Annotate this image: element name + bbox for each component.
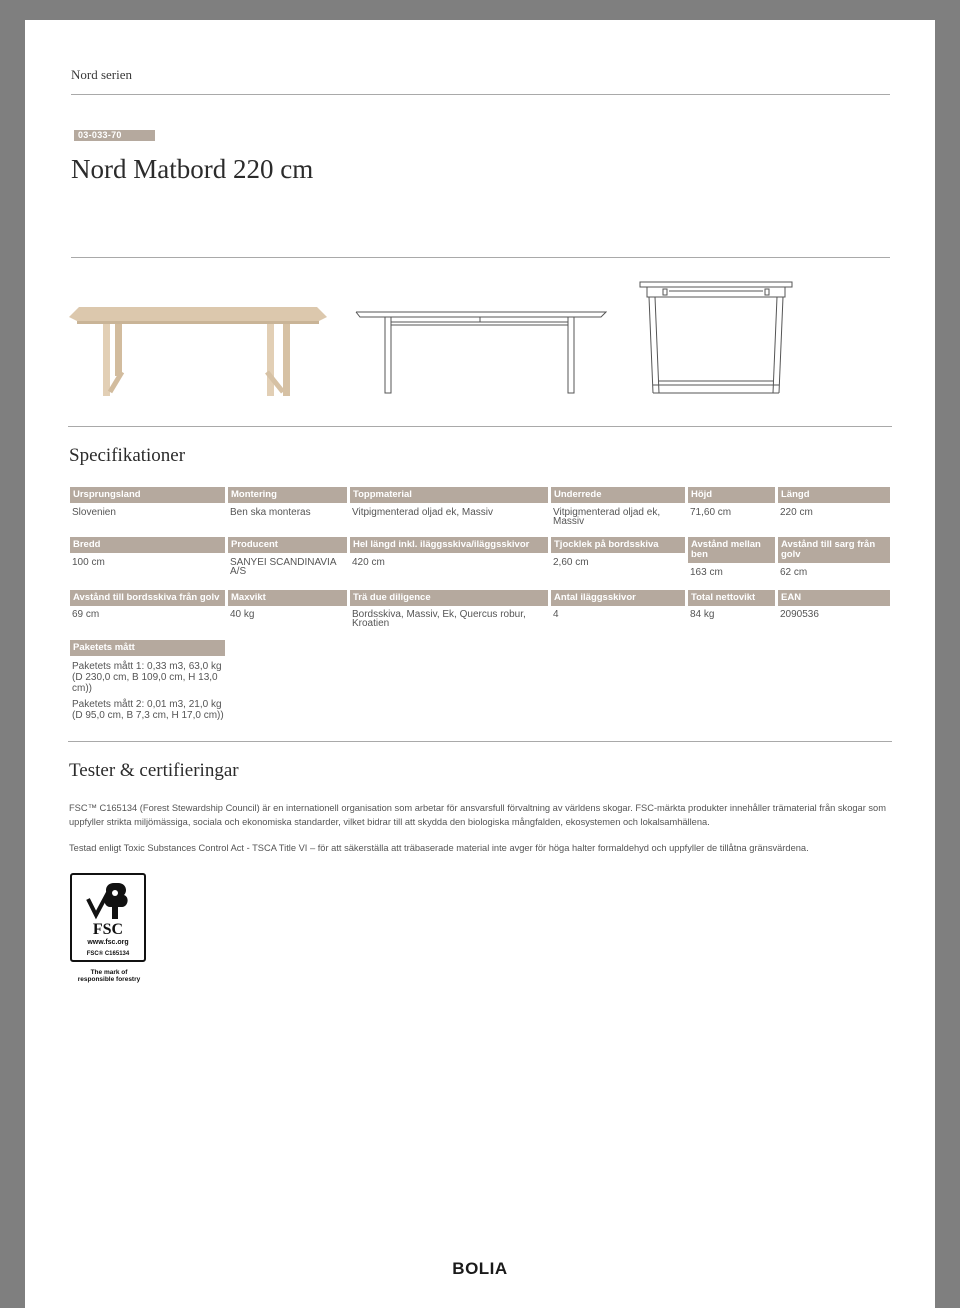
spec-label: Toppmaterial: [350, 487, 548, 503]
spec-sheet-page: [25, 20, 935, 1308]
spec-value: 40 kg: [230, 609, 255, 620]
spec-label: Montering: [228, 487, 347, 503]
table-end-drawing: [639, 281, 793, 395]
spec-label: Trä due diligence: [350, 590, 548, 606]
fsc-logo-code: FSC® C165134: [86, 951, 130, 957]
spec-label: Maxvikt: [228, 590, 347, 606]
spec-label: Antal iläggsskivor: [551, 590, 685, 606]
sku-badge: 03-033-70: [74, 130, 155, 141]
spec-label: Producent: [228, 537, 347, 553]
spec-label: EAN: [778, 590, 890, 606]
spec-label: Längd: [778, 487, 890, 503]
tsca-paragraph: Testad enligt Toxic Substances Control Act - TSCA Title VI – för att säkerställa att träbaserade material inte avger för höga halter formaldehyd och uppfyller de tillåtna gränsvärdena.: [69, 843, 809, 853]
spec-label: Ursprungsland: [70, 487, 225, 503]
tree-check-icon: [82, 879, 134, 923]
fsc-logo-name: FSC: [92, 921, 124, 938]
table-photo: [69, 302, 327, 398]
divider: [68, 741, 892, 742]
spec-label: Tjocklek på bordsskiva: [551, 537, 685, 553]
divider: [68, 426, 892, 427]
fsc-logo: [70, 873, 146, 962]
series-name: Nord serien: [71, 67, 133, 82]
package-line: Paketets mått 2: 0,01 m3, 21,0 kg (D 95,0 cm, B 7,3 cm, H 17,0 cm)): [72, 699, 224, 721]
spec-value: Bordsskiva, Massiv, Ek, Quercus robur, Kroatien: [352, 609, 526, 629]
spec-label: Total nettovikt: [688, 590, 775, 606]
spec-value: Ben ska monteras: [230, 507, 311, 518]
package-line: Paketets mått 1: 0,33 m3, 63,0 kg (D 230,0 cm, B 109,0 cm, H 13,0 cm)): [72, 661, 222, 694]
fsc-paragraph: FSC™ C165134 (Forest Stewardship Council) är en internationell organisation som arbetar för ansvarsfull förvaltning av världens skogar. FSC-märkta produkter innehåller trämaterial från skogar som uppfyller strikta miljömässiga, sociala och ekonomiska standarder, vilket bidrar till att skydda den biologiska mångfalden, ekosystemen och lokalsamhällena.: [69, 803, 886, 827]
spec-value: 163 cm: [690, 567, 723, 578]
brand-logo: BOLIA: [452, 1259, 508, 1278]
spec-value: 84 kg: [690, 609, 715, 620]
spec-value: 69 cm: [72, 609, 100, 620]
spec-label: Höjd: [688, 487, 775, 503]
spec-value: 2090536: [780, 609, 819, 620]
spec-label: Bredd: [70, 537, 225, 553]
page-title: Nord Matbord 220 cm: [71, 154, 314, 184]
spec-label: Paketets mått: [70, 640, 225, 656]
spec-value: Vitpigmenterad oljad ek, Massiv: [553, 507, 661, 527]
spec-value: 71,60 cm: [690, 507, 732, 518]
spec-value: SANYEI SCANDINAVIA A/S: [230, 557, 336, 577]
spec-value: 100 cm: [72, 557, 105, 568]
specs-heading: Specifikationer: [69, 445, 186, 466]
spec-label: Avstånd till bordsskiva från golv: [70, 590, 225, 606]
spec-value: 4: [553, 609, 559, 620]
spec-value: 62 cm: [780, 567, 808, 578]
spec-label: Hel längd inkl. iläggsskiva/iläggsskivor: [350, 537, 548, 553]
spec-value: 2,60 cm: [553, 557, 589, 568]
spec-label: Avstånd till sarg från golv: [778, 537, 890, 563]
spec-value: Slovenien: [72, 507, 116, 518]
fsc-tagline: The mark of responsible forestry: [77, 969, 141, 983]
divider: [71, 94, 890, 95]
spec-label: Avstånd mellan ben: [688, 537, 775, 563]
divider: [71, 257, 890, 258]
spec-value: 220 cm: [780, 507, 813, 518]
table-side-drawing: [355, 310, 607, 396]
spec-value: 420 cm: [352, 557, 385, 568]
spec-label: Underrede: [551, 487, 685, 503]
certs-heading: Tester & certifieringar: [69, 760, 239, 781]
spec-value: Vitpigmenterad oljad ek, Massiv: [352, 507, 493, 518]
fsc-logo-url: www.fsc.org: [87, 939, 129, 946]
